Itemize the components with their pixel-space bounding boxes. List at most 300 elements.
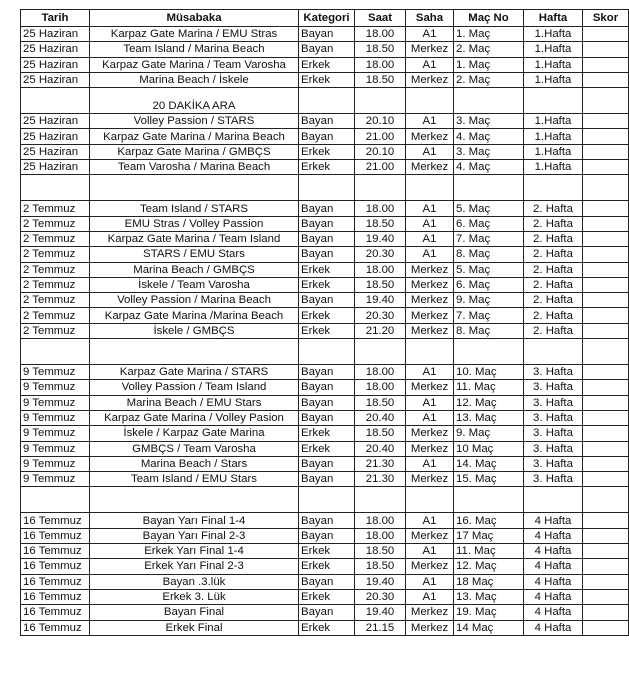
category-cell: Bayan [299, 528, 355, 543]
time-cell: 18.50 [355, 559, 406, 574]
match-cell: Karpaz Gate Marina /Marina Beach [90, 308, 299, 323]
time-cell: 20.40 [355, 410, 406, 425]
category-cell: Bayan [299, 247, 355, 262]
date-cell: 9 Temmuz [21, 456, 90, 471]
score-cell [583, 544, 629, 559]
court-cell: A1 [406, 201, 454, 216]
date-cell: 2 Temmuz [21, 293, 90, 308]
time-cell: 20.40 [355, 441, 406, 456]
time-cell: 19.40 [355, 605, 406, 620]
category-cell: Bayan [299, 216, 355, 231]
date-cell: 25 Haziran [21, 144, 90, 159]
table-row [21, 323, 629, 338]
court-cell: Merkez [406, 605, 454, 620]
time-cell: 19.40 [355, 231, 406, 246]
court-cell: Merkez [406, 308, 454, 323]
week-cell: 2. Hafta [524, 247, 583, 262]
spacer-row [21, 339, 629, 365]
category-cell: Bayan [299, 129, 355, 144]
table-row [21, 559, 629, 574]
empty-cell [583, 487, 629, 513]
category-cell: Bayan [299, 410, 355, 425]
category-cell: Erkek [299, 323, 355, 338]
empty-cell [454, 339, 524, 365]
score-cell [583, 441, 629, 456]
court-cell: A1 [406, 395, 454, 410]
match-no-cell: 8. Maç [454, 247, 524, 262]
match-cell: Team Island / STARS [90, 201, 299, 216]
time-cell: 18.00 [355, 262, 406, 277]
category-cell: Erkek [299, 308, 355, 323]
match-no-cell: 10. Maç [454, 365, 524, 380]
match-no-cell: 17 Maç [454, 528, 524, 543]
table-row [21, 513, 629, 528]
date-cell: 9 Temmuz [21, 380, 90, 395]
match-cell: Erkek Yarı Final 1-4 [90, 544, 299, 559]
match-no-cell: 10 Maç [454, 441, 524, 456]
empty-cell [454, 175, 524, 201]
week-cell: 1.Hafta [524, 57, 583, 72]
match-cell: Volley Passion / Team Island [90, 380, 299, 395]
match-cell: GMBÇS / Team Varosha [90, 441, 299, 456]
table-row [21, 620, 629, 635]
time-cell: 20.30 [355, 308, 406, 323]
match-cell: STARS / EMU Stars [90, 247, 299, 262]
category-cell: Erkek [299, 277, 355, 292]
time-cell: 18.00 [355, 201, 406, 216]
time-cell: 18.50 [355, 426, 406, 441]
match-no-cell: 12. Maç [454, 559, 524, 574]
match-cell: Karpaz Gate Marina / Marina Beach [90, 129, 299, 144]
match-no-cell: 13. Maç [454, 410, 524, 425]
category-cell: Bayan [299, 293, 355, 308]
week-cell: 4 Hafta [524, 544, 583, 559]
match-no-cell: 12. Maç [454, 395, 524, 410]
week-cell: 3. Hafta [524, 365, 583, 380]
category-cell: Bayan [299, 42, 355, 57]
match-cell: Karpaz Gate Marina / GMBÇS [90, 144, 299, 159]
header-kategori: Kategori [299, 10, 355, 27]
table-row [21, 472, 629, 487]
match-cell: Team Island / EMU Stars [90, 472, 299, 487]
fixture-table [20, 9, 629, 636]
match-cell: Erkek 3. Lük [90, 589, 299, 604]
score-cell [583, 380, 629, 395]
time-cell: 21.00 [355, 160, 406, 175]
match-no-cell: 11. Maç [454, 380, 524, 395]
week-cell: 3. Hafta [524, 380, 583, 395]
header-skor: Skor [583, 10, 629, 27]
empty-cell [355, 339, 406, 365]
week-cell: 3. Hafta [524, 410, 583, 425]
score-cell [583, 201, 629, 216]
court-cell: Merkez [406, 277, 454, 292]
header-musabaka: Müsabaka [90, 10, 299, 27]
category-cell: Erkek [299, 620, 355, 635]
week-cell: 4 Hafta [524, 574, 583, 589]
time-cell: 21.15 [355, 620, 406, 635]
court-cell: A1 [406, 544, 454, 559]
empty-cell [21, 339, 90, 365]
empty-cell [299, 88, 355, 114]
court-cell: Merkez [406, 293, 454, 308]
header-saat: Saat [355, 10, 406, 27]
score-cell [583, 365, 629, 380]
week-cell: 2. Hafta [524, 231, 583, 246]
score-cell [583, 323, 629, 338]
empty-cell [583, 88, 629, 114]
time-cell: 18.00 [355, 365, 406, 380]
score-cell [583, 456, 629, 471]
category-cell: Bayan [299, 395, 355, 410]
table-row [21, 308, 629, 323]
week-cell: 2. Hafta [524, 308, 583, 323]
category-cell: Bayan [299, 574, 355, 589]
score-cell [583, 410, 629, 425]
court-cell: Merkez [406, 42, 454, 57]
court-cell: A1 [406, 247, 454, 262]
date-cell: 2 Temmuz [21, 231, 90, 246]
match-no-cell: 11. Maç [454, 544, 524, 559]
match-no-cell: 5. Maç [454, 201, 524, 216]
table-row [21, 395, 629, 410]
week-cell: 2. Hafta [524, 216, 583, 231]
category-cell: Erkek [299, 57, 355, 72]
match-cell: Bayan Yarı Final 1-4 [90, 513, 299, 528]
category-cell: Erkek [299, 559, 355, 574]
category-cell: Bayan [299, 365, 355, 380]
court-cell: A1 [406, 57, 454, 72]
court-cell: A1 [406, 589, 454, 604]
match-no-cell: 8. Maç [454, 323, 524, 338]
date-cell: 25 Haziran [21, 57, 90, 72]
empty-cell [355, 88, 406, 114]
time-cell: 21.00 [355, 129, 406, 144]
week-cell: 1.Hafta [524, 42, 583, 57]
score-cell [583, 114, 629, 129]
table-row [21, 129, 629, 144]
score-cell [583, 247, 629, 262]
empty-cell [355, 175, 406, 201]
match-cell: İskele / Team Varosha [90, 277, 299, 292]
match-no-cell: 2. Maç [454, 42, 524, 57]
match-no-cell: 9. Maç [454, 293, 524, 308]
date-cell: 16 Temmuz [21, 528, 90, 543]
date-cell: 25 Haziran [21, 129, 90, 144]
empty-cell [21, 175, 90, 201]
category-cell: Bayan [299, 456, 355, 471]
time-cell: 18.50 [355, 277, 406, 292]
category-cell: Bayan [299, 27, 355, 42]
table-row [21, 410, 629, 425]
week-cell: 3. Hafta [524, 472, 583, 487]
break-note: 20 DAKİKA ARA [90, 88, 299, 114]
match-cell: İskele / GMBÇS [90, 323, 299, 338]
week-cell: 3. Hafta [524, 395, 583, 410]
match-no-cell: 3. Maç [454, 114, 524, 129]
court-cell: Merkez [406, 528, 454, 543]
score-cell [583, 472, 629, 487]
date-cell: 16 Temmuz [21, 574, 90, 589]
time-cell: 18.50 [355, 544, 406, 559]
score-cell [583, 231, 629, 246]
date-cell: 9 Temmuz [21, 410, 90, 425]
table-row [21, 72, 629, 87]
score-cell [583, 277, 629, 292]
match-cell: Bayan Yarı Final 2-3 [90, 528, 299, 543]
match-cell: Marina Beach / Stars [90, 456, 299, 471]
empty-cell [90, 175, 299, 201]
match-no-cell: 18 Maç [454, 574, 524, 589]
week-cell: 4 Hafta [524, 589, 583, 604]
date-cell: 2 Temmuz [21, 323, 90, 338]
score-cell [583, 605, 629, 620]
week-cell: 4 Hafta [524, 513, 583, 528]
match-no-cell: 15. Maç [454, 472, 524, 487]
empty-cell [299, 487, 355, 513]
time-cell: 20.10 [355, 114, 406, 129]
court-cell: A1 [406, 144, 454, 159]
time-cell: 21.30 [355, 456, 406, 471]
table-row [21, 365, 629, 380]
week-cell: 3. Hafta [524, 456, 583, 471]
score-cell [583, 144, 629, 159]
category-cell: Erkek [299, 441, 355, 456]
time-cell: 18.50 [355, 216, 406, 231]
empty-cell [299, 175, 355, 201]
header-hafta: Hafta [524, 10, 583, 27]
spacer-row [21, 175, 629, 201]
table-row [21, 144, 629, 159]
week-cell: 1.Hafta [524, 129, 583, 144]
score-cell [583, 426, 629, 441]
court-cell: A1 [406, 456, 454, 471]
empty-cell [406, 487, 454, 513]
match-no-cell: 9. Maç [454, 426, 524, 441]
empty-cell [524, 175, 583, 201]
score-cell [583, 395, 629, 410]
score-cell [583, 559, 629, 574]
match-no-cell: 6. Maç [454, 216, 524, 231]
table-row [21, 589, 629, 604]
empty-cell [454, 88, 524, 114]
court-cell: A1 [406, 365, 454, 380]
spacer-row [21, 487, 629, 513]
match-cell: Marina Beach / İskele [90, 72, 299, 87]
time-cell: 18.00 [355, 528, 406, 543]
table-row [21, 262, 629, 277]
week-cell: 1.Hafta [524, 114, 583, 129]
match-no-cell: 1. Maç [454, 27, 524, 42]
week-cell: 3. Hafta [524, 441, 583, 456]
table-row [21, 231, 629, 246]
header-tarih: Tarih [21, 10, 90, 27]
court-cell: Merkez [406, 129, 454, 144]
court-cell: Merkez [406, 426, 454, 441]
score-cell [583, 216, 629, 231]
fixture-body [21, 27, 629, 636]
score-cell [583, 42, 629, 57]
week-cell: 1.Hafta [524, 144, 583, 159]
match-no-cell: 4. Maç [454, 129, 524, 144]
date-cell: 25 Haziran [21, 27, 90, 42]
score-cell [583, 513, 629, 528]
table-row [21, 247, 629, 262]
court-cell: Merkez [406, 380, 454, 395]
category-cell: Erkek [299, 144, 355, 159]
court-cell: A1 [406, 216, 454, 231]
week-cell: 4 Hafta [524, 605, 583, 620]
date-cell: 9 Temmuz [21, 441, 90, 456]
category-cell: Erkek [299, 544, 355, 559]
match-no-cell: 16. Maç [454, 513, 524, 528]
match-cell: Marina Beach / GMBÇS [90, 262, 299, 277]
week-cell: 4 Hafta [524, 528, 583, 543]
header-saha: Saha [406, 10, 454, 27]
header-row [21, 10, 629, 27]
date-cell: 16 Temmuz [21, 513, 90, 528]
category-cell: Erkek [299, 72, 355, 87]
time-cell: 18.00 [355, 27, 406, 42]
table-row [21, 160, 629, 175]
table-row [21, 114, 629, 129]
week-cell: 2. Hafta [524, 323, 583, 338]
date-cell: 16 Temmuz [21, 559, 90, 574]
empty-cell [355, 487, 406, 513]
date-cell: 16 Temmuz [21, 605, 90, 620]
week-cell: 2. Hafta [524, 277, 583, 292]
table-row [21, 201, 629, 216]
match-no-cell: 14 Maç [454, 620, 524, 635]
empty-cell [583, 339, 629, 365]
time-cell: 18.50 [355, 395, 406, 410]
empty-cell [21, 487, 90, 513]
match-no-cell: 5. Maç [454, 262, 524, 277]
category-cell: Bayan [299, 605, 355, 620]
date-cell: 25 Haziran [21, 72, 90, 87]
court-cell: A1 [406, 513, 454, 528]
date-cell: 9 Temmuz [21, 365, 90, 380]
category-cell: Bayan [299, 472, 355, 487]
week-cell: 1.Hafta [524, 72, 583, 87]
match-no-cell: 13. Maç [454, 589, 524, 604]
time-cell: 19.40 [355, 574, 406, 589]
match-no-cell: 7. Maç [454, 308, 524, 323]
date-cell: 25 Haziran [21, 42, 90, 57]
time-cell: 18.50 [355, 72, 406, 87]
time-cell: 20.30 [355, 247, 406, 262]
time-cell: 18.00 [355, 380, 406, 395]
date-cell: 9 Temmuz [21, 426, 90, 441]
score-cell [583, 293, 629, 308]
category-cell: Bayan [299, 513, 355, 528]
match-no-cell: 2. Maç [454, 72, 524, 87]
time-cell: 19.40 [355, 293, 406, 308]
week-cell: 3. Hafta [524, 426, 583, 441]
table-row [21, 544, 629, 559]
date-cell: 9 Temmuz [21, 395, 90, 410]
match-cell: Karpaz Gate Marina / Volley Pasion [90, 410, 299, 425]
table-row [21, 605, 629, 620]
time-cell: 21.20 [355, 323, 406, 338]
date-cell: 2 Temmuz [21, 277, 90, 292]
date-cell: 25 Haziran [21, 160, 90, 175]
table-row [21, 57, 629, 72]
court-cell: Merkez [406, 472, 454, 487]
match-cell: Team Island / Marina Beach [90, 42, 299, 57]
category-cell: Erkek [299, 589, 355, 604]
time-cell: 20.30 [355, 589, 406, 604]
match-cell: Marina Beach / EMU Stars [90, 395, 299, 410]
empty-cell [406, 339, 454, 365]
empty-cell [524, 487, 583, 513]
date-cell: 2 Temmuz [21, 247, 90, 262]
category-cell: Bayan [299, 231, 355, 246]
table-row [21, 27, 629, 42]
time-cell: 18.00 [355, 513, 406, 528]
table-row [21, 574, 629, 589]
category-cell: Erkek [299, 262, 355, 277]
empty-cell [299, 339, 355, 365]
match-cell: Team Varosha / Marina Beach [90, 160, 299, 175]
court-cell: Merkez [406, 441, 454, 456]
date-cell: 16 Temmuz [21, 620, 90, 635]
score-cell [583, 574, 629, 589]
empty-cell [90, 487, 299, 513]
match-cell: Volley Passion / STARS [90, 114, 299, 129]
time-cell: 18.00 [355, 57, 406, 72]
week-cell: 4 Hafta [524, 620, 583, 635]
week-cell: 2. Hafta [524, 201, 583, 216]
court-cell: Merkez [406, 559, 454, 574]
empty-cell [21, 88, 90, 114]
table-row [21, 216, 629, 231]
match-cell: Karpaz Gate Marina / Team Island [90, 231, 299, 246]
time-cell: 18.50 [355, 42, 406, 57]
week-cell: 1.Hafta [524, 160, 583, 175]
date-cell: 2 Temmuz [21, 216, 90, 231]
match-no-cell: 4. Maç [454, 160, 524, 175]
match-cell: EMU Stras / Volley Passion [90, 216, 299, 231]
date-cell: 2 Temmuz [21, 262, 90, 277]
score-cell [583, 72, 629, 87]
time-cell: 20.10 [355, 144, 406, 159]
score-cell [583, 528, 629, 543]
date-cell: 16 Temmuz [21, 544, 90, 559]
match-cell: Bayan .3.lük [90, 574, 299, 589]
table-row [21, 42, 629, 57]
date-cell: 2 Temmuz [21, 201, 90, 216]
empty-cell [524, 339, 583, 365]
table-row [21, 293, 629, 308]
spacer-row [21, 88, 629, 114]
match-no-cell: 1. Maç [454, 57, 524, 72]
category-cell: Bayan [299, 201, 355, 216]
score-cell [583, 129, 629, 144]
match-no-cell: 19. Maç [454, 605, 524, 620]
match-no-cell: 14. Maç [454, 456, 524, 471]
match-cell: Bayan Final [90, 605, 299, 620]
score-cell [583, 308, 629, 323]
empty-cell [583, 175, 629, 201]
court-cell: A1 [406, 114, 454, 129]
category-cell: Erkek [299, 426, 355, 441]
score-cell [583, 160, 629, 175]
match-no-cell: 3. Maç [454, 144, 524, 159]
table-row [21, 426, 629, 441]
header-mac-no: Maç No [454, 10, 524, 27]
category-cell: Bayan [299, 380, 355, 395]
